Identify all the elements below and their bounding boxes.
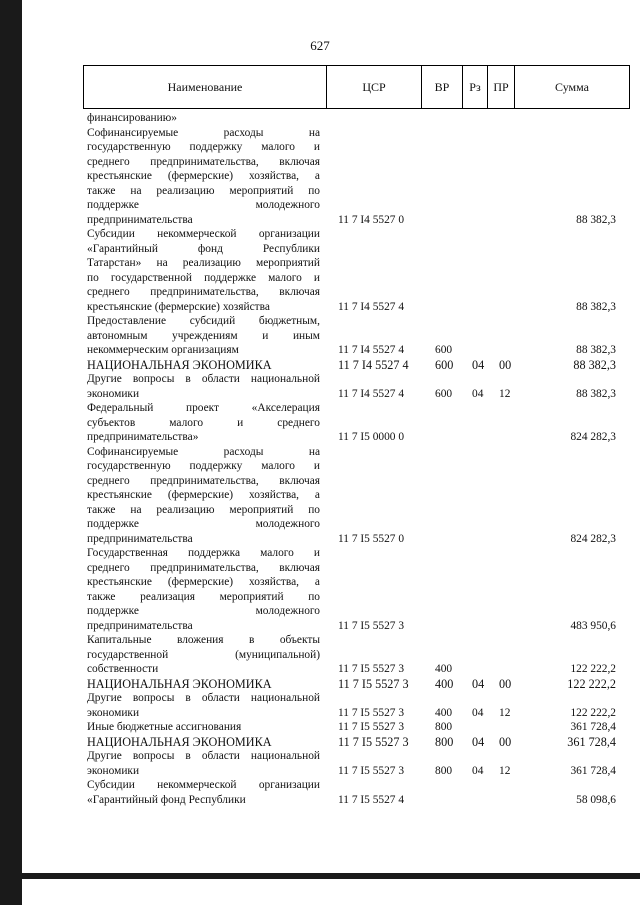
row-sum: 824 282,3 — [570, 532, 616, 545]
row-name-line: предпринимательства — [87, 532, 193, 545]
row-name-line: также на реализацию мероприятий по — [87, 184, 320, 197]
row-name — [87, 314, 320, 358]
row-name-line: Софинансируемые расходы на — [87, 445, 320, 458]
row-name-line: государственную поддержку малого и — [87, 141, 320, 153]
row-name-line: «Гарантийный фонд Республики — [87, 242, 320, 255]
row-name — [87, 546, 320, 633]
row-csr: 11 7 I5 5527 3 — [338, 721, 405, 733]
row-csr: 11 7 I5 5527 3 — [338, 734, 409, 749]
row-name-line: Другие вопросы в области национальной — [87, 373, 320, 385]
row-name-line: Предоставление субсидий бюджетным, — [87, 315, 320, 327]
header-name: Наименование — [84, 66, 327, 108]
row-sum: 88 382,3 — [576, 344, 616, 356]
row-name-line: собственности — [87, 663, 159, 675]
row-csr: 11 7 I5 5527 3 — [338, 676, 409, 691]
row-name-line: предпринимательства — [87, 213, 193, 226]
row-name-line: также реализация мероприятий по — [87, 590, 320, 603]
table-row — [87, 633, 630, 677]
row-name-line: Татарстан» на реализацию мероприятий — [87, 257, 320, 269]
row-name — [87, 111, 320, 126]
row-name-line: среднего предпринимательства, включая — [87, 286, 320, 298]
row-name-line: среднего предпринимательства, включая — [87, 474, 320, 487]
row-name-line: крестьянские (фермерские) хозяйства, а — [87, 489, 320, 501]
row-rz: 04 — [472, 357, 485, 372]
row-name — [87, 358, 320, 373]
header-csr: ЦСР — [327, 66, 422, 108]
table-row — [87, 401, 630, 445]
table-header — [83, 65, 630, 109]
row-name-line: поддержке молодежного — [87, 605, 320, 617]
row-sum: 361 728,4 — [570, 721, 616, 733]
row-name-line: экономики — [87, 706, 140, 719]
row-pr: 00 — [499, 357, 512, 372]
row-name — [87, 633, 320, 677]
row-name-line: автономным учреждениям и иным — [87, 329, 320, 342]
row-sum: 824 282,3 — [570, 431, 616, 443]
row-sum: 88 382,3 — [576, 300, 616, 313]
row-name-line: Федеральный проект «Акселерация — [87, 402, 320, 414]
row-name-line: субъектов малого и среднего — [87, 416, 320, 429]
row-name — [87, 778, 320, 807]
row-csr: 11 7 I4 5527 4 — [338, 357, 409, 372]
table-row — [87, 126, 630, 228]
row-rz: 04 — [472, 387, 484, 400]
header-pr: ПР — [488, 66, 515, 108]
row-name-line: некоммерческим организациям — [87, 344, 239, 356]
row-name-line: поддержке молодежного — [87, 199, 320, 211]
row-vr: 600 — [435, 357, 454, 372]
row-name-line: крестьянские (фермерские) хозяйства, а — [87, 170, 320, 182]
row-vr: 800 — [435, 721, 453, 733]
row-name-line: Софинансируемые расходы на — [87, 126, 320, 139]
row-name-line: по государственной поддержке малого и — [87, 271, 320, 284]
row-csr: 11 7 I4 5527 4 — [338, 300, 405, 313]
row-pr: 12 — [499, 706, 511, 719]
table-row — [87, 314, 630, 358]
row-sum: 88 382,3 — [573, 357, 616, 372]
row-name — [87, 691, 320, 720]
row-vr: 400 — [435, 663, 453, 675]
row-sum: 122 222,2 — [567, 676, 616, 691]
row-name — [87, 677, 320, 692]
page-number: 627 — [310, 38, 330, 53]
row-sum: 88 382,3 — [576, 213, 616, 226]
row-csr: 11 7 I4 5527 4 — [338, 344, 405, 356]
row-name-line: Капитальные вложения в объекты — [87, 634, 320, 646]
row-vr: 600 — [435, 344, 453, 356]
row-name — [87, 401, 320, 445]
row-csr: 11 7 I5 5527 3 — [338, 764, 405, 777]
row-name-line: финансированию» — [87, 112, 177, 124]
table-row — [87, 358, 630, 373]
row-name-line: Государственная поддержка малого и — [87, 547, 320, 559]
table-row — [87, 691, 630, 720]
row-name-line: НАЦИОНАЛЬНАЯ ЭКОНОМИКА — [87, 676, 272, 691]
row-rz: 04 — [472, 676, 485, 691]
row-name-line: НАЦИОНАЛЬНАЯ ЭКОНОМИКА — [87, 357, 272, 372]
row-sum: 88 382,3 — [576, 387, 616, 400]
row-sum: 361 728,4 — [567, 734, 616, 749]
row-csr: 11 7 I4 5527 4 — [338, 387, 405, 400]
row-name-line: предпринимательства» — [87, 431, 199, 443]
row-sum: 58 098,6 — [576, 793, 616, 806]
row-name-line: экономики — [87, 387, 140, 400]
table-row — [87, 735, 630, 750]
row-name — [87, 749, 320, 778]
row-rz: 04 — [472, 734, 485, 749]
row-name-line: «Гарантийный фонд Республики — [87, 793, 246, 806]
row-sum: 361 728,4 — [570, 764, 616, 777]
row-name-line: крестьянские (фермерские) хозяйства — [87, 300, 270, 313]
row-name-line: среднего предпринимательства, включая — [87, 155, 320, 168]
row-name — [87, 445, 320, 547]
row-name-line: экономики — [87, 764, 140, 777]
table-row — [87, 778, 630, 807]
row-sum: 122 222,2 — [570, 706, 616, 719]
row-csr: 11 7 I5 5527 3 — [338, 706, 405, 719]
table-row — [87, 227, 630, 314]
row-csr: 11 7 I5 5527 4 — [338, 793, 405, 806]
row-sum: 483 950,6 — [570, 619, 616, 632]
row-name — [87, 735, 320, 750]
row-csr: 11 7 I5 0000 0 — [338, 431, 405, 443]
row-pr: 12 — [499, 387, 511, 400]
header-rz: Рз — [463, 66, 488, 108]
row-csr: 11 7 I5 5527 0 — [338, 532, 405, 545]
table-row — [87, 111, 630, 126]
row-name-line: Субсидии некоммерческой организации — [87, 228, 320, 240]
row-name — [87, 126, 320, 228]
row-name-line: предпринимательства — [87, 619, 193, 632]
row-csr: 11 7 I5 5527 3 — [338, 663, 405, 675]
row-vr: 800 — [435, 734, 454, 749]
row-name-line: поддержке молодежного — [87, 518, 320, 530]
table-row — [87, 372, 630, 401]
row-pr: 00 — [499, 676, 512, 691]
header-vr: ВР — [422, 66, 463, 108]
row-csr: 11 7 I4 5527 0 — [338, 213, 405, 226]
row-vr: 600 — [435, 387, 453, 400]
table-row — [87, 546, 630, 633]
table-row — [87, 749, 630, 778]
row-rz: 04 — [472, 706, 484, 719]
row-name-line: Иные бюджетные ассигнования — [87, 721, 242, 733]
row-rz: 04 — [472, 764, 484, 777]
row-vr: 800 — [435, 764, 453, 777]
table-row — [87, 445, 630, 547]
row-name-line: Другие вопросы в области национальной — [87, 750, 320, 762]
row-name — [87, 227, 320, 314]
row-name — [87, 720, 320, 735]
scan-bottom-edge — [22, 873, 640, 879]
row-sum: 122 222,2 — [570, 663, 616, 675]
row-name-line: также на реализацию мероприятий по — [87, 503, 320, 516]
table-body — [87, 111, 630, 807]
row-name — [87, 372, 320, 401]
row-csr: 11 7 I5 5527 3 — [338, 619, 405, 632]
scan-left-edge — [0, 0, 22, 905]
row-name-line: Субсидии некоммерческой организации — [87, 779, 320, 791]
row-pr: 00 — [499, 734, 512, 749]
header-sum: Сумма — [555, 79, 589, 94]
row-vr: 400 — [435, 706, 453, 719]
row-name-line: среднего предпринимательства, включая — [87, 561, 320, 574]
row-pr: 12 — [499, 764, 511, 777]
row-name-line: государственную поддержку малого и — [87, 460, 320, 472]
row-name-line: НАЦИОНАЛЬНАЯ ЭКОНОМИКА — [87, 734, 272, 749]
row-name-line: государственной (муниципальной) — [87, 648, 320, 661]
table-row — [87, 720, 630, 735]
row-name-line: крестьянские (фермерские) хозяйства, а — [87, 576, 320, 588]
row-vr: 400 — [435, 676, 454, 691]
table-row — [87, 677, 630, 692]
row-name-line: Другие вопросы в области национальной — [87, 692, 320, 704]
